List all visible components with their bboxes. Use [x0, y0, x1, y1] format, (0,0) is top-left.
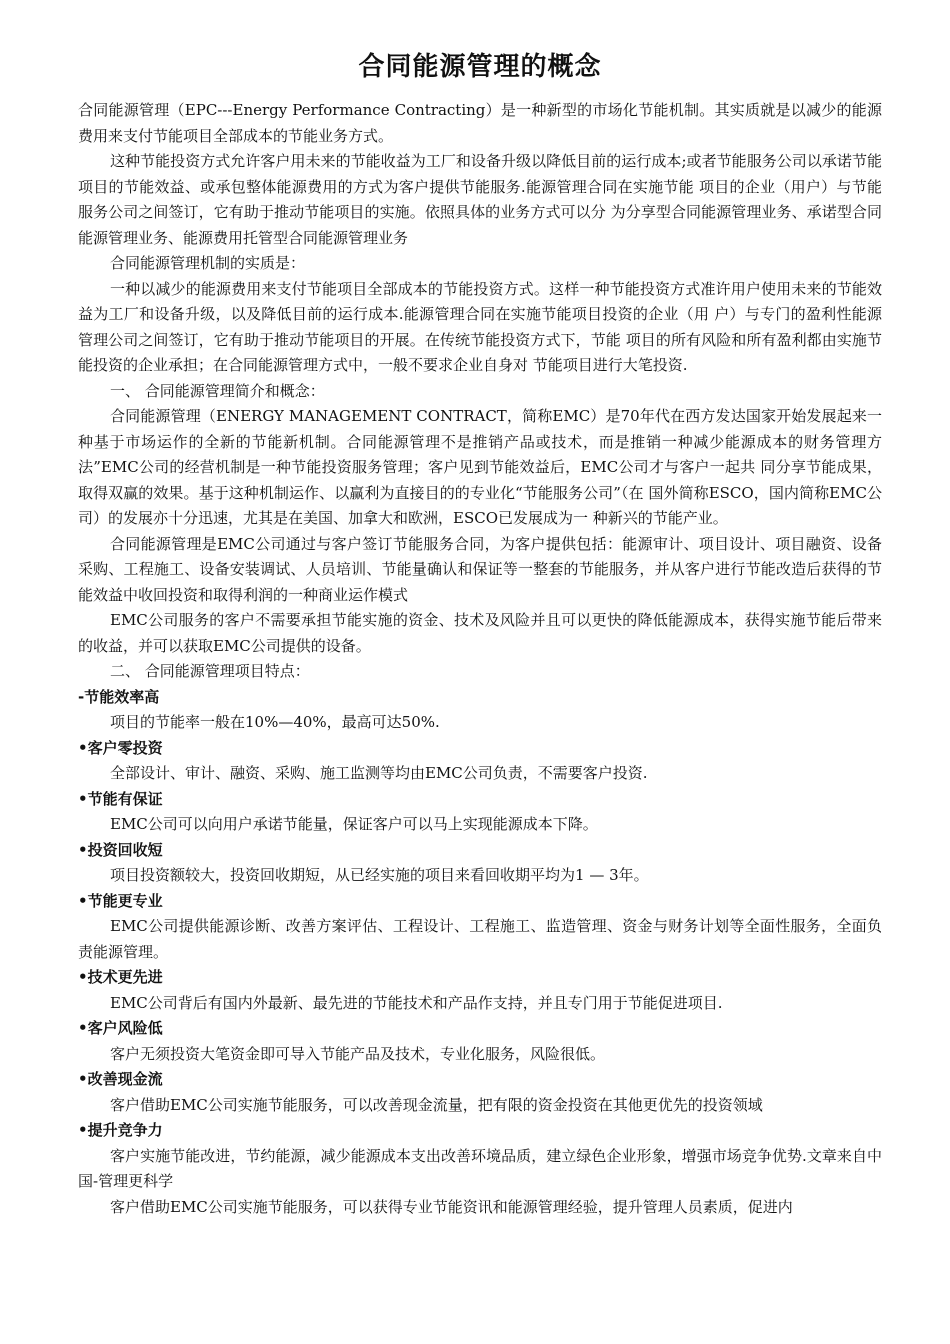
feature-heading: •客户零投资: [78, 738, 163, 757]
section-heading: 一、 合同能源管理简介和概念：: [110, 381, 325, 400]
feature-heading: •客户风险低: [78, 1019, 163, 1037]
feature-text: 全部设计、审计、融资、采购、施工监测等均由EMC公司负责，不需要客户投资.: [110, 764, 648, 782]
feature-text: 客户借助EMC公司实施节能服务，可以改善现金流量，把有限的资金投资在其他更优先的投资领域: [110, 1095, 763, 1114]
body-paragraph: 合同能源管理是EMC公司通过与客户签订节能服务合同，为客户提供包括：能源审计、项目设计、项目融资、设备采购、工程施工、设备安装调试、人员培训、节能量确认和保证等一整套的节能服务，并从客户进行节能改造后获得的节能效益中收回投资和取得利润的一种商业运作模式: [78, 534, 882, 604]
feature-text: EMC公司可以向用户承诺节能量，保证客户可以马上实现能源成本下降。: [110, 815, 598, 833]
body-paragraph: 合同能源管理机制的实质是：: [110, 254, 306, 272]
feature-text: 项目投资额较大，投资回收期短，从已经实施的项目来看回收期平均为1 — 3年。: [110, 866, 649, 884]
feature-heading: •投资回收短: [78, 840, 163, 859]
feature-heading: •技术更先进: [78, 968, 163, 986]
feature-text: 客户实施节能改进，节约能源，减少能源成本支出改善环境品质，建立绿色企业形象，增强市场竞争优势.文章来自中国-管理更科学: [78, 1146, 882, 1190]
section-heading: 二、 合同能源管理项目特点：: [110, 662, 310, 680]
feature-text: EMC公司提供能源诊断、改善方案评估、工程设计、工程施工、监造管理、资金与财务计划等全面性服务，全面负责能源管理。: [78, 917, 882, 961]
closing-paragraph: 客户借助EMC公司实施节能服务，可以获得专业节能资讯和能源管理经验，提升管理人员素质，促进内: [110, 1197, 793, 1216]
feature-heading: -节能效率高: [78, 687, 160, 706]
feature-heading: •节能有保证: [78, 789, 163, 808]
feature-heading: •改善现金流: [78, 1070, 163, 1088]
feature-heading: •节能更专业: [78, 891, 163, 910]
body-paragraph: 这种节能投资方式允许客户用未来的节能收益为工厂和设备升级以降低目前的运行成本;或者节能服务公司以承诺节能项目的节能效益、或承包整体能源费用的方式为客户提供节能服务.能源管理合同在实施节能 项目的企业（用户）与节能服务公司之间签订，它有助于推动节能项目的实施。依照具体的业务方式可以分 为分享型合同能源管理业务、承诺型合同能源管理业务、能源费用托管型合同能源管理业务: [78, 152, 882, 247]
feature-text: EMC公司背后有国内外最新、最先进的节能技术和产品作支持，并且专门用于节能促进项目.: [110, 993, 723, 1012]
intro-paragraph: 合同能源管理（EPC---Energy Performance Contracting）是一种新型的市场化节能机制。其实质就是以减少的能源费用来支付节能项目全部成本的节能业务方式。: [78, 101, 882, 145]
body-paragraph: 一种以减少的能源费用来支付节能项目全部成本的节能投资方式。这样一种节能投资方式准许用户使用未来的节能效益为工厂和设备升级，以及降低目前的运行成本.能源管理合同在实施节能项目投资的企业（用 户）与专门的盈利性能源管理公司之间签订，它有助于推动节能项目的开展。在传统节能投资方式下，节能 项目的所有风险和所有盈利都由实施节能投资的企业承担；在合同能源管理方式中，一般不要求企业自身对 节能项目进行大笔投资.: [78, 279, 882, 374]
page-title: 合同能源管理的概念: [358, 52, 602, 82]
body-paragraph: 合同能源管理（ENERGY MANAGEMENT CONTRACT，简称EMC）是70年代在西方发达国家开始发展起来一种基于市场运作的全新的节能新机制。合同能源管理不是推销产品或技术，而是推销一种减少能源成本的财务管理方法”EMC公司的经营机制是一种节能投资服务管理；客户见到节能效益后，EMC公司才与客户一起共 同分享节能成果，取得双赢的效果。基于这种机制运作、以赢利为直接目的的专业化“节能服务公司”（在 国外简称ESCO，国内简称EMC公司）的发展亦十分迅速，尤其是在美国、加拿大和欧洲，ESCO已发展成为一 种新兴的节能产业。: [78, 407, 882, 527]
feature-text: 项目的节能率一般在10%—40%，最高可达50%.: [110, 713, 440, 731]
feature-text: 客户无须投资大笔资金即可导入节能产品及技术，专业化服务，风险很低。: [110, 1044, 606, 1063]
feature-heading: •提升竞争力: [78, 1121, 163, 1139]
document-page: [78, 48, 882, 1220]
body-paragraph: EMC公司服务的客户不需要承担节能实施的资金、技术及风险并且可以更快的降低能源成本，获得实施节能后带来的收益，并可以获取EMC公司提供的设备。: [78, 611, 882, 655]
